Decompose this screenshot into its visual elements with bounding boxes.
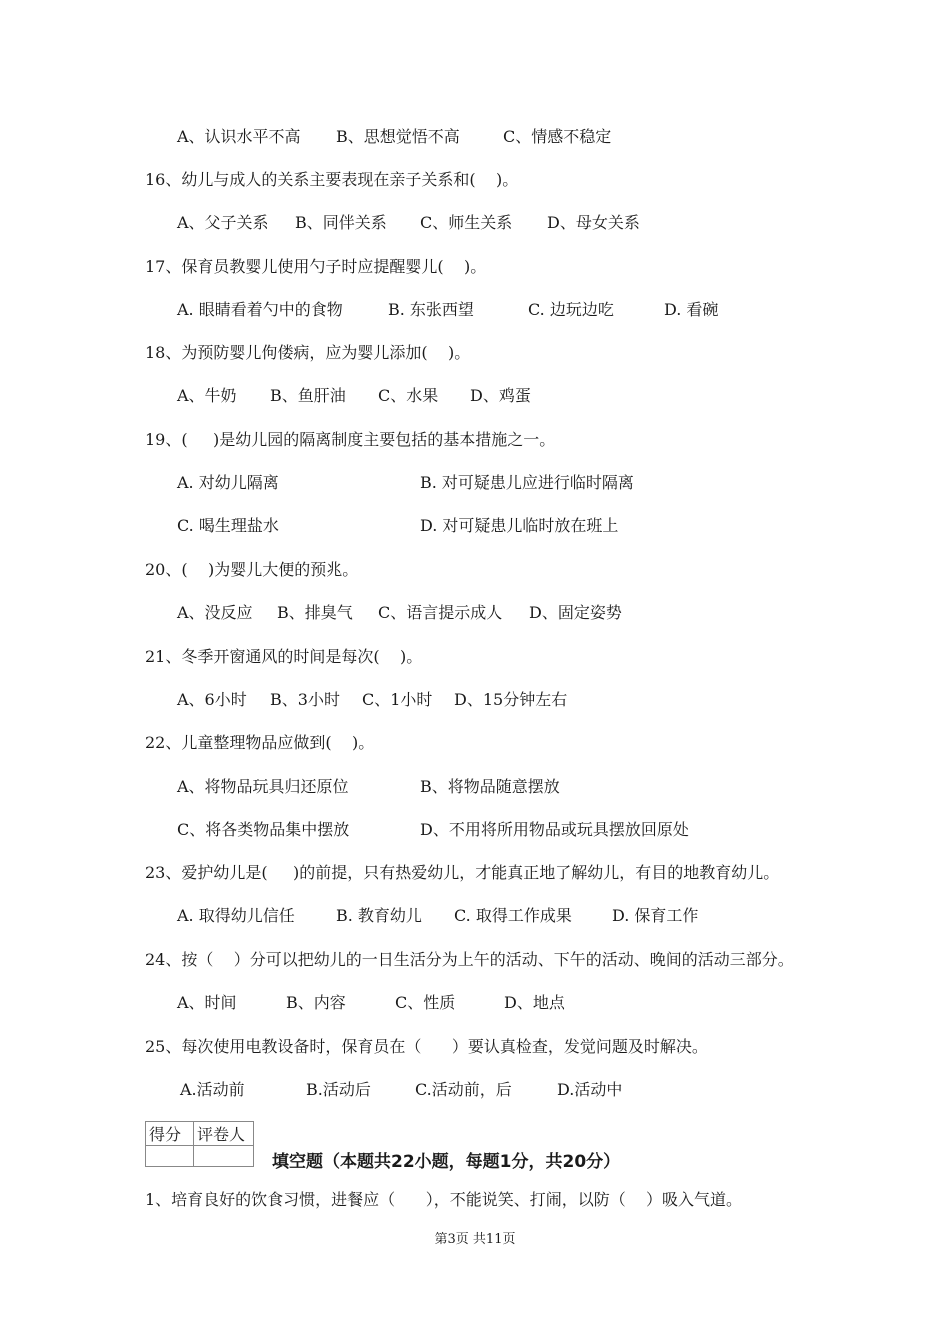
q19-option-b: B. 对可疑患儿应进行临时隔离 xyxy=(420,473,634,492)
q15-option-a: A、认识水平不高 xyxy=(177,127,301,146)
page-footer: 第3页 共11页 xyxy=(434,1232,516,1247)
question-17: 17、保育员教婴儿使用勺子时应提醒婴儿( )。 xyxy=(145,257,487,276)
q23-option-a: A. 取得幼儿信任 xyxy=(177,906,295,925)
score-table xyxy=(145,1121,254,1167)
q21-option-c: C、1小时 xyxy=(362,690,433,709)
q16-option-b: B、同伴关系 xyxy=(295,213,387,232)
q25-option-a: A.活动前 xyxy=(180,1080,245,1099)
question-16: 16、幼儿与成人的关系主要表现在亲子关系和( )。 xyxy=(145,170,519,189)
q16-option-c: C、师生关系 xyxy=(420,213,513,232)
question-24: 24、按（ ）分可以把幼儿的一日生活分为上午的活动、下午的活动、晚间的活动三部分。 xyxy=(145,950,794,969)
q24-option-c: C、性质 xyxy=(395,993,456,1012)
q17-option-c: C. 边玩边吃 xyxy=(528,300,614,319)
q21-option-d: D、15分钟左右 xyxy=(454,690,568,709)
reviewer-cell xyxy=(194,1146,254,1167)
q17-option-a: A. 眼睛看着勺中的食物 xyxy=(177,300,343,319)
q23-option-c: C. 取得工作成果 xyxy=(454,906,572,925)
q19-option-a: A. 对幼儿隔离 xyxy=(177,473,279,492)
question-23: 23、爱护幼儿是( )的前提，只有热爱幼儿，才能真正地了解幼儿，有目的地教育幼儿。 xyxy=(145,863,780,882)
q24-option-a: A、时间 xyxy=(177,993,237,1012)
q20-option-c: C、语言提示成人 xyxy=(378,603,503,622)
score-cell xyxy=(146,1146,194,1167)
question-22: 22、儿童整理物品应做到( )。 xyxy=(145,733,375,752)
q16-option-d: D、母女关系 xyxy=(547,213,640,232)
q22-option-a: A、将物品玩具归还原位 xyxy=(177,777,349,796)
q18-option-c: C、水果 xyxy=(378,386,439,405)
q19-option-c: C. 喝生理盐水 xyxy=(177,516,279,535)
question-20: 20、( )为婴儿大便的预兆。 xyxy=(145,560,359,579)
question-21: 21、冬季开窗通风的时间是每次( )。 xyxy=(145,647,423,666)
q16-option-a: A、父子关系 xyxy=(177,213,269,232)
q22-option-b: B、将物品随意摆放 xyxy=(420,777,560,796)
q20-option-d: D、固定姿势 xyxy=(529,603,622,622)
score-label: 得分 xyxy=(146,1122,194,1146)
q23-option-d: D. 保育工作 xyxy=(612,906,699,925)
q21-option-a: A、6小时 xyxy=(177,690,247,709)
q18-option-d: D、鸡蛋 xyxy=(470,386,531,405)
reviewer-label: 评卷人 xyxy=(194,1122,254,1146)
q18-option-a: A、牛奶 xyxy=(177,386,237,405)
section-title: 填空题（本题共22小题，每题1分，共20分） xyxy=(272,1152,621,1172)
fill-question-1: 1、培育良好的饮食习惯，进餐应（ ），不能说笑、打闹，以防（ ）吸入气道。 xyxy=(145,1190,743,1209)
question-19: 19、( )是幼儿园的隔离制度主要包括的基本措施之一。 xyxy=(145,430,556,449)
q23-option-b: B. 教育幼儿 xyxy=(336,906,422,925)
q18-option-b: B、鱼肝油 xyxy=(270,386,346,405)
q22-option-d: D、不用将所用物品或玩具摆放回原处 xyxy=(420,820,689,839)
q15-option-c: C、情感不稳定 xyxy=(503,127,612,146)
question-18: 18、为预防婴儿佝偻病，应为婴儿添加( )。 xyxy=(145,343,471,362)
q17-option-d: D. 看碗 xyxy=(664,300,719,319)
q24-option-b: B、内容 xyxy=(286,993,346,1012)
q25-option-b: B.活动后 xyxy=(306,1080,371,1099)
q20-option-b: B、排臭气 xyxy=(277,603,353,622)
question-25: 25、每次使用电教设备时，保育员在（ ）要认真检查，发觉问题及时解决。 xyxy=(145,1037,708,1056)
q25-option-d: D.活动中 xyxy=(557,1080,623,1099)
q24-option-d: D、地点 xyxy=(504,993,565,1012)
q20-option-a: A、没反应 xyxy=(177,603,253,622)
q17-option-b: B. 东张西望 xyxy=(388,300,474,319)
q21-option-b: B、3小时 xyxy=(270,690,340,709)
q22-option-c: C、将各类物品集中摆放 xyxy=(177,820,350,839)
q19-option-d: D. 对可疑患儿临时放在班上 xyxy=(420,516,619,535)
q25-option-c: C.活动前，后 xyxy=(415,1080,512,1099)
q15-option-b: B、思想觉悟不高 xyxy=(336,127,460,146)
